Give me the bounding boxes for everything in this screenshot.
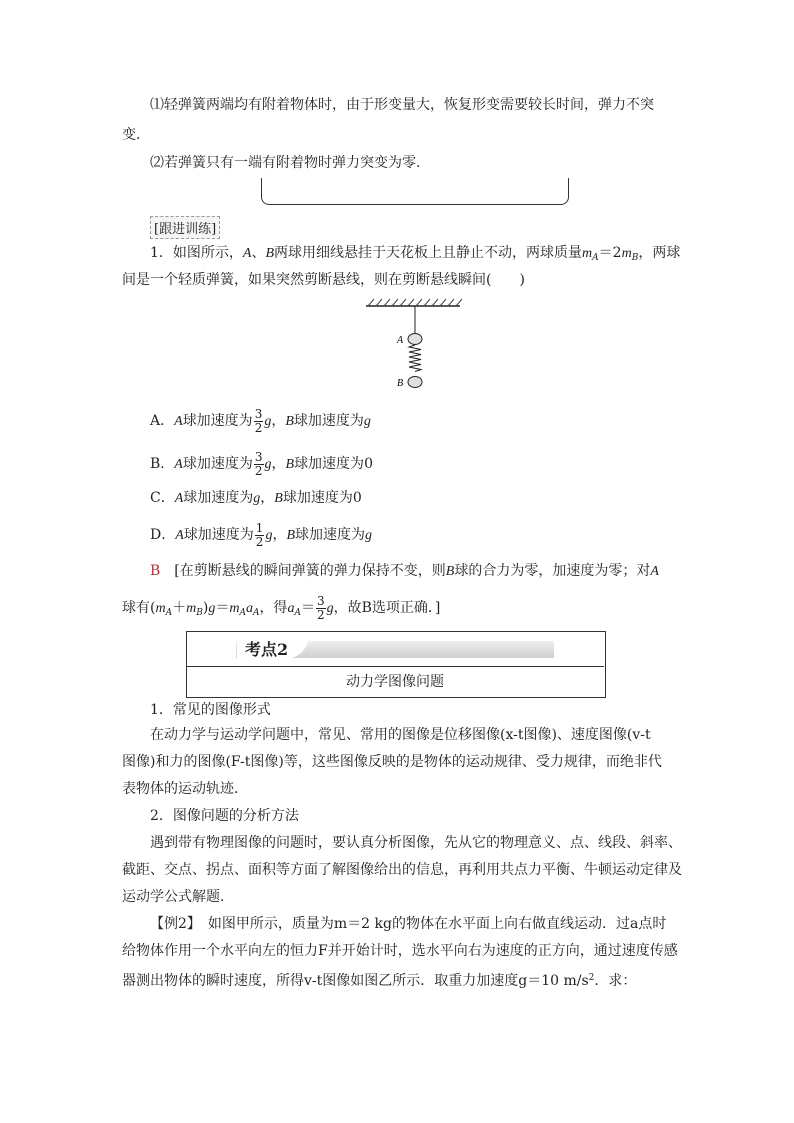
section-1-line-2: 图像)和力的图像(F-t图像)等，这些图像反映的是物体的运动规律、受力规律，而绝非代 — [122, 754, 662, 770]
option-d-ball-b: B — [286, 528, 295, 543]
option-c-acc-1: 球加速度为 — [183, 490, 254, 506]
option-c-ball-b: B — [274, 491, 283, 506]
option-d-ball-a: A — [175, 528, 184, 543]
option-d[interactable] — [150, 518, 372, 552]
bracket-box — [261, 178, 569, 205]
fraction-1-2: $\frac{1}{2}$ — [255, 520, 264, 549]
spring-figure — [360, 296, 470, 396]
spring — [409, 345, 421, 372]
example-2-line-1: 【例2】 如图甲所示，质量为m＝2 kg的物体在水平面上向右做直线运动．过a点时 — [150, 916, 667, 932]
option-a-g2: g — [363, 414, 371, 429]
option-b-letter: B． — [150, 456, 175, 472]
question-1-line-1 — [150, 243, 680, 268]
answer-text-b: 球的合力为零，加速度为零；对 — [454, 563, 651, 579]
q1-mass-a: m — [582, 246, 593, 261]
option-d-acc-1: 球加速度为 — [183, 527, 254, 543]
q1-sub-b: B — [631, 253, 639, 263]
answer-paren: ) — [202, 600, 209, 616]
answer-g2: g — [326, 601, 334, 616]
example-2-line-2: 给物体作用一个水平向左的恒力F并开始计时，选水平向右为速度的正方向，通过速度传感 — [122, 943, 678, 959]
answer-line-2 — [122, 591, 440, 625]
answer-ball-a: A — [650, 564, 659, 579]
option-a-comma: ， — [271, 413, 286, 429]
option-d-comma: ， — [272, 527, 287, 543]
option-b-comma: ， — [271, 456, 286, 472]
section-2-line-1: 遇到带有物理图像的问题时，要认真分析图像，先从它的物理意义、点、线段、斜率、 — [150, 835, 682, 851]
kaodian-subtitle: 动力学图像问题 — [346, 674, 444, 690]
option-b[interactable] — [150, 447, 373, 481]
answer-eq2: ＝ — [300, 600, 315, 616]
answer-text-d: ，得 — [259, 600, 288, 616]
answer-eq1: ＝ — [215, 600, 230, 616]
option-b-zero: 0 — [364, 456, 373, 472]
option-b-acc-1: 球加速度为 — [182, 456, 253, 472]
answer-text-a: [在剪断悬线的瞬间弹簧的弹力保持不变，则 — [160, 563, 446, 579]
answer-a2: a — [287, 601, 295, 616]
option-c-letter: C． — [150, 490, 175, 506]
option-b-ball-b: B — [285, 457, 295, 472]
q1-eq: ＝2 — [598, 245, 622, 261]
answer-sub-a1: A — [165, 608, 173, 618]
option-c-zero: 0 — [352, 490, 362, 506]
option-c-comma: ， — [260, 490, 275, 506]
answer-m2: m — [186, 601, 197, 616]
section-1-line-1: 在动力学与运动学问题中，常见、常用的图像是位移图像(x-t图像)、速度图像(v-t — [150, 727, 651, 743]
q1-ball-a: A — [242, 246, 252, 261]
note-2: ⑵若弹簧只有一端有附着物时弹力突变为零． — [150, 155, 430, 171]
option-a-letter: A． — [150, 413, 175, 429]
answer-ball-b: B — [445, 564, 455, 579]
note-1-line-1: ⑴轻弹簧两端均有附着物体时，由于形变量大，恢复形变需要较长时间，弹力不突 — [150, 97, 654, 113]
q1-text-c: ，两球 — [638, 245, 681, 261]
option-c[interactable] — [150, 488, 362, 509]
section-1-title: 1．常见的图像形式 — [150, 702, 271, 718]
answer-g1: g — [208, 601, 216, 616]
option-a-ball-a: A — [174, 414, 183, 429]
label-a: A — [397, 335, 404, 346]
option-a[interactable] — [150, 404, 371, 438]
section-2-line-3: 运动学公式解题． — [122, 889, 234, 905]
answer-letter: B — [150, 563, 161, 579]
label-b: B — [397, 378, 404, 389]
q1-text-a: 1．如图所示， — [150, 245, 243, 261]
kaodian-tag: 考点2 — [245, 640, 289, 659]
example-2-text-a: 器测出物体的瞬时速度，所得v-t图像如图乙所示．取重力加速度g＝10 m/s — [122, 973, 589, 989]
section-1-line-3: 表物体的运动轨迹． — [122, 781, 248, 797]
section-2-line-2: 截距、交点、拐点、面积等方面了解图像给出的信息，再利用共点力平衡、牛顿运动定律及 — [122, 862, 682, 878]
example-2-text-b: ．求： — [594, 973, 637, 989]
q1-ball-b: B — [265, 246, 275, 261]
option-c-g: g — [253, 491, 261, 506]
answer-plus: ＋ — [172, 600, 187, 616]
ball-b — [408, 377, 422, 388]
option-b-ball-a: A — [174, 457, 183, 472]
section-2-title: 2．图像问题的分析方法 — [150, 808, 299, 824]
option-b-acc-2: 球加速度为 — [294, 456, 365, 472]
example-2-sup: 2 — [588, 973, 595, 983]
option-d-g2: g — [365, 528, 372, 543]
answer-text-c: 球有( — [122, 600, 156, 616]
answer-fraction: $\frac{3}{2}$ — [316, 593, 325, 622]
ball-a — [408, 334, 422, 345]
question-1-line-2: 间是一个轻质弹簧，如果突然剪断悬线，则在剪断悬线瞬间( ) — [122, 272, 525, 288]
answer-m3: m — [229, 601, 240, 616]
practice-tag: [跟进训练] — [150, 216, 220, 239]
ceiling-hatch — [368, 299, 462, 306]
option-a-acc-2: 球加速度为 — [293, 413, 364, 429]
answer-sub-a2: A — [239, 608, 246, 618]
example-2-line-3 — [122, 968, 636, 991]
option-c-acc-2: 球加速度为 — [282, 490, 353, 506]
option-a-ball-b: B — [285, 414, 294, 429]
option-d-acc-2: 球加速度为 — [295, 527, 365, 543]
q1-sep: 、 — [251, 245, 266, 261]
option-c-ball-a: A — [174, 491, 184, 506]
fraction-3-2: $\frac{3}{2}$ — [254, 449, 263, 478]
note-1-line-2: 变． — [122, 127, 150, 143]
option-a-g1: g — [264, 414, 272, 429]
answer-m1: m — [155, 601, 166, 616]
answer-sub-b: B — [196, 608, 203, 618]
option-b-g: g — [264, 457, 272, 472]
answer-line-1 — [150, 561, 659, 582]
q1-mass-b: m — [621, 246, 632, 261]
q1-text-b: 两球用细线悬挂于天花板上且静止不动，两球质量 — [274, 245, 583, 261]
answer-sub-a4: A — [294, 608, 301, 618]
kaodian-separator — [186, 666, 604, 667]
option-d-letter: D． — [150, 527, 176, 543]
option-a-acc-1: 球加速度为 — [182, 413, 253, 429]
q1-sub-a: A — [592, 253, 599, 263]
answer-text-e: ，故B选项正确．] — [333, 600, 441, 616]
fraction-3-2: $\frac{3}{2}$ — [254, 406, 263, 435]
option-d-g1: g — [265, 528, 273, 543]
answer-sub-a3: A — [252, 608, 260, 618]
answer-a1: a — [245, 601, 253, 616]
